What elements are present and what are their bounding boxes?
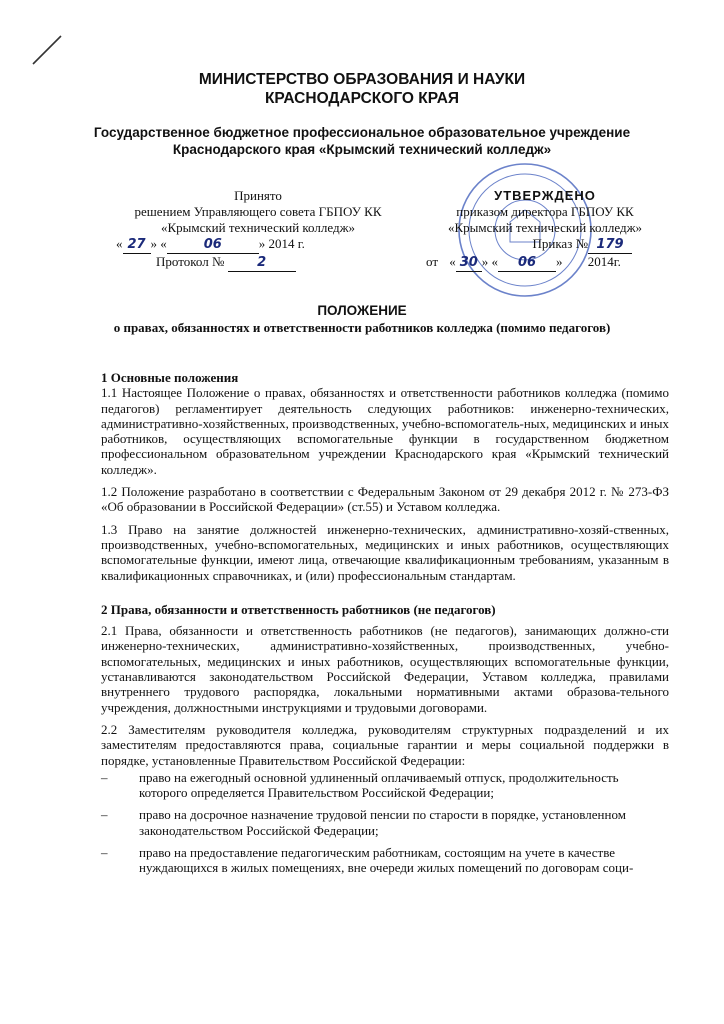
- order-number: 179: [588, 237, 632, 254]
- accepted-date: « 27 » « 06 » 2014 г.: [116, 236, 305, 252]
- paragraph-2-2: 2.2 Заместителям руководителя колледжа, руководителям структурных подразделений и их заместителям предоставляются права, социальные гарантии и меры социальной поддержки в порядке, установленные Правительством Российской Федерации:: [101, 721, 669, 768]
- approved-month: 06: [498, 255, 556, 272]
- paragraph-2-1: 2.1 Права, обязанности и ответственность работников (не педагогов), занимающих должно-сти инженерно-технических, административно-хозяйственных, производственных, учебно-вспомогательных, медицинских и иных работников, осуществляющих вспомогательные функции, устанавливаются законодательством Российской Федерации, Уставом колледжа, правилами внутреннего трудового распорядка, локальными нормативными актами образова-тельного учреждения, должностными инструкциями и трудовыми договорами.: [101, 623, 669, 715]
- paragraph-1-1: 1.1 Настоящее Положение о правах, обязанностях и ответственности работников колледжа (помимо педагогов) регламентирует деятельность следующих работников: инженерно-технических, административно-хозяйственных, производственных, учебно-вспомогатель-ных, медицинских и иных работников, осуществляющих вспомогательные функции в государственном бюджетном профессиональном образовательном учреждении Краснодарского края «Крымский технический колледж».: [101, 385, 669, 477]
- approved-date: от « 30 » « 06 » 2014г.: [426, 254, 621, 270]
- accepted-line-1: решением Управляющего совета ГБПОУ КК: [134, 204, 382, 219]
- list-item: – право на ежегодный основной удлиненный оплачиваемый отпуск, продолжительность которого определяется Правительством Российской Федерации;: [101, 769, 619, 801]
- ministry-line-2: КРАСНОДАРСКОГО КРАЯ: [264, 90, 460, 107]
- institution-header: [0, 124, 724, 158]
- institution-line-2: Краснодарского края «Крымский технический колледж»: [172, 142, 552, 157]
- accepted-month: 06: [167, 237, 259, 254]
- protocol-number: 2: [228, 255, 296, 272]
- approved-line-2: «Крымский технический колледж»: [447, 220, 643, 235]
- paragraph-1-2: 1.2 Положение разработано в соответствии с Федеральным Законом от 29 декабря 2012 г. № 273-ФЗ «Об образовании в Российской Федерации» (ст.55) и Уставом колледжа.: [101, 484, 669, 515]
- accepted-title: Принято: [234, 188, 282, 203]
- approved-order: Приказ № 179: [420, 236, 670, 254]
- document-title: ПОЛОЖЕНИЕ: [317, 303, 407, 318]
- section-1-heading: 1 Основные положения: [101, 370, 239, 385]
- accepted-protocol: Протокол № 2: [108, 254, 408, 272]
- document-body: [101, 370, 669, 883]
- approved-block: [420, 188, 670, 272]
- document-subtitle: о правах, обязанностях и ответственности работников колледжа (помимо педагогов): [113, 320, 611, 335]
- rights-list: [101, 770, 669, 876]
- ministry-line-1: МИНИСТЕРСТВО ОБРАЗОВАНИЯ И НАУКИ: [198, 71, 526, 88]
- pen-mark: [28, 30, 68, 70]
- accepted-line-2: «Крымский технический колледж»: [160, 220, 356, 235]
- accepted-day: 27: [123, 237, 151, 254]
- institution-line-1: Государственное бюджетное профессиональное образовательное учреждение: [93, 125, 631, 140]
- ministry-header: [0, 70, 724, 108]
- paragraph-1-3: 1.3 Право на занятие должностей инженерно-технических, административно-хозяй-ственных, производственных, учебно-вспомогательных, медицинских и иных работников, осуществляющих вспомогательные функции, имеют лица, отвечающие квалификационным требованиям, указанным в квалификационных справочниках, и (или) профессиональным стандартам.: [101, 521, 669, 583]
- approved-day: 30: [456, 255, 482, 272]
- approved-title: УТВЕРЖДЕНО: [494, 188, 596, 203]
- section-2-heading: 2 Права, обязанности и ответственность работников (не педагогов): [101, 601, 496, 617]
- approved-line-1: приказом директора ГБПОУ КК: [456, 204, 634, 219]
- list-item: – право на предоставление педагогическим работникам, состоящим на учете в качестве нуждающихся в жилых помещениях, вне очереди жилых помещений по договорам соци-: [101, 845, 634, 876]
- accepted-block: [108, 188, 408, 272]
- list-item: – право на досрочное назначение трудовой пенсии по старости в порядке, установленном законодательством Российской Федерации;: [101, 807, 626, 838]
